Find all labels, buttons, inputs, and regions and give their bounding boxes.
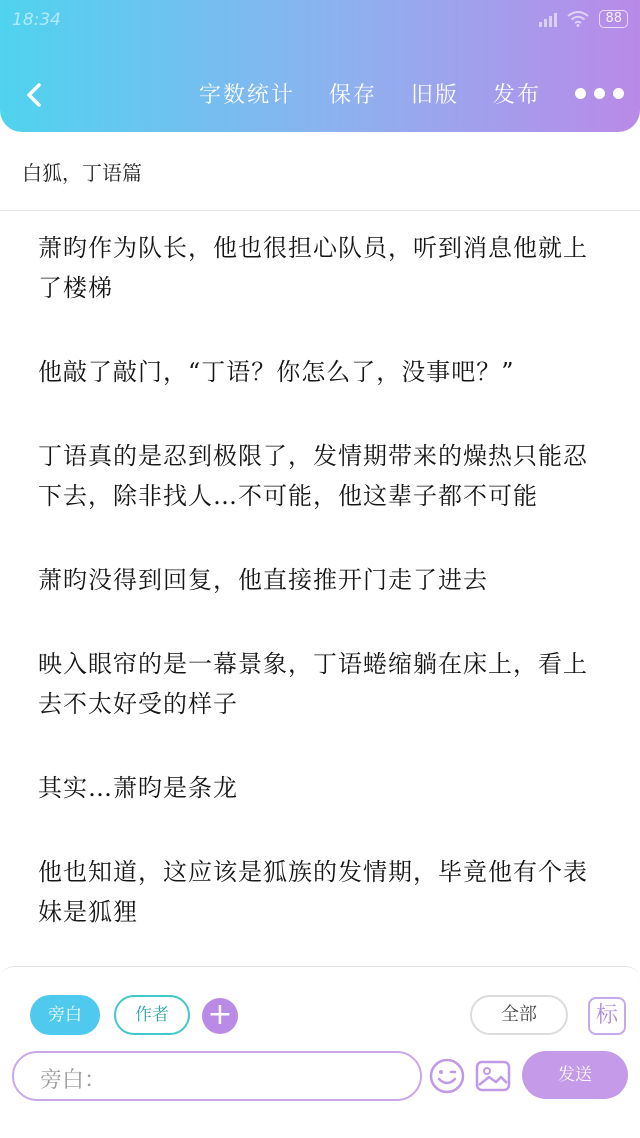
story-paragraph[interactable]: 他敲了敲门，“丁语？你怎么了，没事吧？”: [38, 358, 515, 386]
story-paragraph[interactable]: 他也知道，这应该是狐族的发情期，毕竟他有个表妹是狐狸: [38, 858, 588, 926]
mark-button[interactable]: 标: [588, 997, 626, 1035]
filter-all-button[interactable]: 全部: [470, 995, 568, 1035]
story-paragraph[interactable]: 其实…萧昀是条龙: [38, 774, 238, 802]
status-indicators: [539, 10, 628, 28]
aside-tag-button[interactable]: 旁白: [30, 995, 100, 1035]
story-content: [38, 228, 610, 1060]
add-icon[interactable]: +: [202, 998, 238, 1034]
top-header: [0, 0, 640, 132]
more-icon[interactable]: [575, 88, 624, 99]
status-time: 18:34: [12, 10, 61, 30]
input-placeholder: 旁白：: [40, 1068, 107, 1093]
emoji-icon[interactable]: [428, 1057, 466, 1095]
story-paragraph[interactable]: 萧昀没得到回复，他直接推开门走了进去: [38, 566, 488, 594]
message-input[interactable]: [12, 1051, 422, 1101]
back-icon[interactable]: [20, 80, 50, 110]
composer-panel: [0, 966, 640, 1138]
battery-icon: 88: [599, 10, 628, 28]
chapter-title[interactable]: 白狐，丁语篇: [22, 161, 142, 185]
wifi-icon: [567, 11, 589, 27]
header-actions: [165, 78, 624, 109]
story-paragraph[interactable]: 丁语真的是忍到极限了，发情期带来的燥热只能忍下去，除非找人…不可能，他这辈子都不可能: [38, 442, 588, 510]
word-count-button[interactable]: 字数统计: [198, 83, 295, 108]
signal-icon: [539, 11, 557, 27]
image-icon[interactable]: [474, 1057, 512, 1095]
author-tag-button[interactable]: 作者: [114, 995, 190, 1035]
divider: [0, 210, 640, 211]
send-button[interactable]: 发送: [522, 1051, 628, 1099]
story-paragraph[interactable]: 映入眼帘的是一幕景象，丁语蜷缩躺在床上，看上去不太好受的样子: [38, 650, 588, 718]
save-button[interactable]: 保存: [328, 83, 377, 108]
story-paragraph[interactable]: 萧昀作为队长，他也很担心队员，听到消息他就上了楼梯: [38, 234, 588, 302]
publish-button[interactable]: 发布: [492, 83, 541, 108]
old-version-button[interactable]: 旧版: [410, 83, 459, 108]
